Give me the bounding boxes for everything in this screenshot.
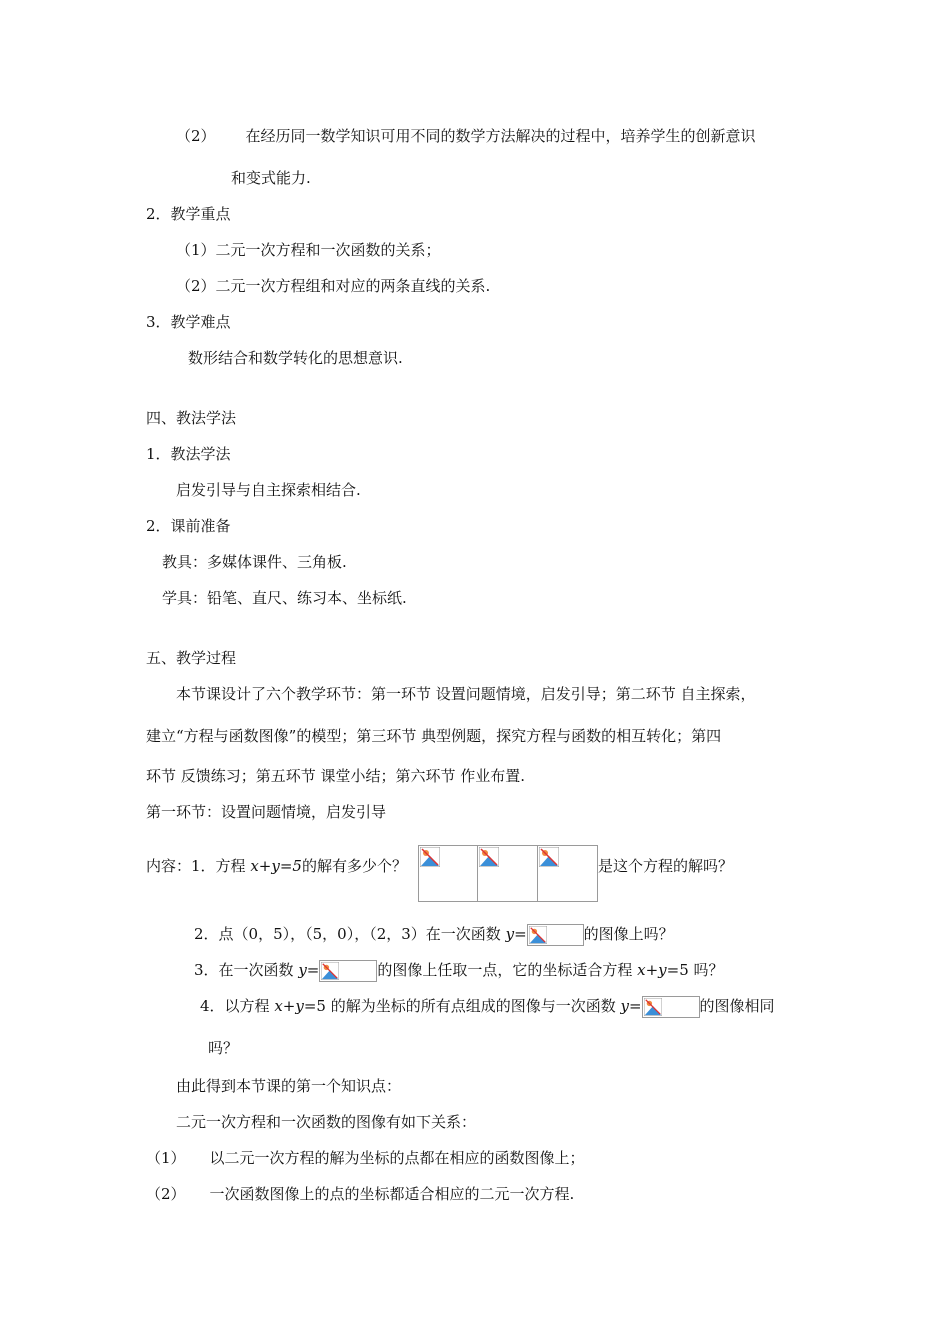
q3-suffix: 的图像上任取一点，它的坐标适合方程 bbox=[377, 961, 638, 979]
question-2 bbox=[194, 924, 674, 946]
section-5-heading: 五、教学过程 bbox=[146, 649, 237, 667]
question-3 bbox=[194, 960, 724, 982]
process-paragraph-line-2: 建立“方程与函数图像”的模型；第三环节 典型例题，探究方程与函数的相互转化；第四 bbox=[146, 727, 722, 745]
relation-2 bbox=[146, 1184, 574, 1204]
item-number: （1） bbox=[146, 1149, 186, 1167]
q1-suffix: 是这个方程的解吗？ bbox=[598, 857, 734, 875]
broken-image-icon bbox=[477, 845, 538, 902]
broken-image-icon bbox=[642, 996, 700, 1018]
q1-equation: x+y=5 bbox=[250, 857, 302, 875]
methods-heading: 1．教法学法 bbox=[146, 445, 231, 463]
process-paragraph-line-1: 本节课设计了六个教学环节：第一环节 设置问题情境，启发引导；第二环节 自主探索， bbox=[176, 685, 756, 703]
key-points-heading: 2．教学重点 bbox=[146, 205, 231, 223]
q3-text: 3．在一次函数 bbox=[194, 961, 299, 979]
methods-text: 启发引导与自主探索相结合. bbox=[176, 481, 361, 499]
relation-1 bbox=[146, 1148, 585, 1168]
objective-item-2 bbox=[176, 126, 756, 146]
q4-equation: x+y bbox=[274, 997, 304, 1015]
preparation-heading: 2．课前准备 bbox=[146, 517, 231, 535]
section-4-heading: 四、教法学法 bbox=[146, 409, 237, 427]
relation-intro: 二元一次方程和一次函数的图像有如下关系： bbox=[176, 1113, 477, 1131]
difficulties-heading: 3．教学难点 bbox=[146, 313, 231, 331]
q3-equation: x+y bbox=[637, 961, 667, 979]
q3-variable: y bbox=[298, 961, 307, 979]
q4-variable: y bbox=[620, 997, 629, 1015]
question-4-cont: 吗？ bbox=[208, 1039, 239, 1057]
q1-image-group bbox=[418, 845, 598, 902]
conclusion-intro: 由此得到本节课的第一个知识点： bbox=[176, 1077, 402, 1095]
q4-mid: =5 的解为坐标的所有点组成的图像与一次函数 bbox=[303, 997, 621, 1015]
q2-equals: = bbox=[514, 925, 527, 943]
q3-tail: =5 吗？ bbox=[666, 961, 724, 979]
relation-text: 一次函数图像上的点的坐标都适合相应的二元一次方程. bbox=[209, 1185, 575, 1203]
objective-text: 在经历同一数学知识可用不同的数学方法解决的过程中，培养学生的创新意识 bbox=[245, 127, 756, 145]
key-point-2: （2）二元一次方程组和对应的两条直线的关系. bbox=[176, 277, 491, 295]
broken-image-icon bbox=[527, 924, 584, 946]
broken-image-icon bbox=[537, 845, 598, 902]
item-number: （2） bbox=[176, 127, 216, 145]
q2-suffix: 的图像上吗？ bbox=[583, 925, 674, 943]
q2-text: 2．点（0，5），（5，0），（2，3）在一次函数 bbox=[194, 925, 506, 943]
broken-image-icon bbox=[319, 960, 377, 982]
relation-text: 以二元一次方程的解为坐标的点都在相应的函数图像上； bbox=[209, 1149, 585, 1167]
q4-suffix: 的图像相同 bbox=[699, 997, 775, 1015]
q1-prefix: 内容：1．方程 bbox=[146, 857, 251, 875]
process-paragraph-line-3: 环节 反馈练习；第五环节 课堂小结；第六环节 作业布置. bbox=[146, 767, 526, 785]
objective-item-2-cont: 和变式能力. bbox=[231, 169, 311, 187]
broken-image-icon bbox=[418, 845, 478, 902]
difficulties-text: 数形结合和数学转化的思想意识. bbox=[188, 349, 403, 367]
q4-equals: = bbox=[628, 997, 642, 1015]
q1-mid: 的解有多少个？ bbox=[301, 857, 407, 875]
teacher-tools: 教具：多媒体课件、三角板. bbox=[162, 553, 347, 571]
question-4 bbox=[200, 996, 775, 1018]
question-1 bbox=[146, 856, 407, 876]
step-1-heading: 第一环节：设置问题情境，启发引导 bbox=[146, 803, 387, 821]
item-number: （2） bbox=[146, 1185, 186, 1203]
q4-text: 4．以方程 bbox=[200, 997, 275, 1015]
q2-variable: y bbox=[505, 925, 515, 943]
student-tools: 学具：铅笔、直尺、练习本、坐标纸. bbox=[162, 589, 407, 607]
q3-equals: = bbox=[306, 961, 320, 979]
key-point-1: （1）二元一次方程和一次函数的关系； bbox=[176, 241, 441, 259]
